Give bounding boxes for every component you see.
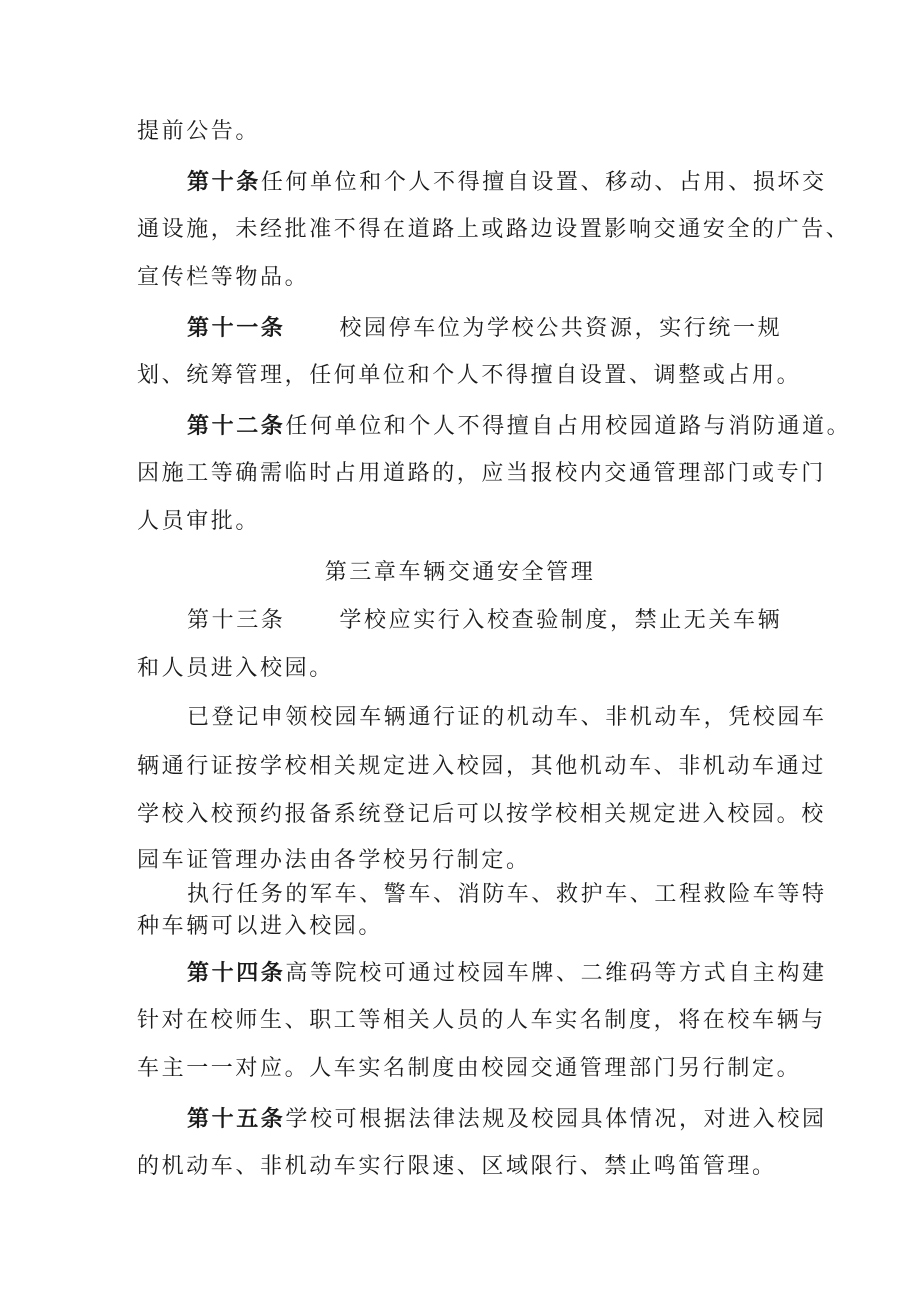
paragraph-line — [137, 1006, 826, 1036]
paragraph-line — [137, 800, 826, 830]
body-text: 学校可根据法律法规及校园具体情况，对进入校园 — [285, 1107, 827, 1132]
article-11-line — [187, 313, 782, 344]
body-text: 种车辆可以进入校园。 — [137, 914, 384, 939]
body-text: 划、统筹管理，任何单位和个人不得擅自设置、调整或占用。 — [137, 363, 802, 388]
paragraph-line — [187, 880, 827, 910]
paragraph-line — [137, 752, 826, 782]
body-text: 高等院校可通过校园车牌、二维码等方式自主构建 — [285, 961, 827, 986]
body-text: 宣传栏等物品。 — [137, 265, 310, 290]
article-number: 第十一条 — [187, 315, 286, 341]
paragraph-line — [137, 846, 531, 876]
paragraph-line — [137, 215, 850, 245]
article-15-line — [187, 1104, 827, 1135]
article-number: 第十五条 — [187, 1106, 286, 1132]
article-number: 第十二条 — [187, 413, 286, 439]
article-10-line — [187, 167, 827, 198]
paragraph-line — [137, 1152, 777, 1182]
body-text: 学校应实行入校查验制度，禁止无关车辆 — [339, 608, 783, 633]
paragraph-line — [137, 654, 334, 684]
body-text: 车主一一对应。人车实名制度由校园交通管理部门另行制定。 — [137, 1056, 802, 1081]
paragraph-line — [137, 117, 260, 147]
paragraph-line — [137, 263, 309, 293]
paragraph-line — [137, 507, 260, 537]
body-text: 人员审批。 — [137, 509, 261, 534]
body-text: 提前公告。 — [137, 119, 261, 144]
article-number: 第十三条 — [187, 608, 286, 633]
article-13-line — [187, 606, 782, 636]
article-number: 第十四条 — [187, 960, 286, 986]
paragraph-line — [137, 1054, 801, 1084]
chapter-heading-line — [0, 558, 920, 588]
body-text: 辆通行证按学校相关规定进入校园，其他机动车、非机动车通过 — [137, 754, 826, 779]
paragraph-line — [137, 912, 383, 942]
body-text: 已登记申领校园车辆通行证的机动车、非机动车，凭校园车 — [187, 705, 827, 730]
paragraph-line — [187, 703, 827, 733]
article-14-line — [187, 958, 827, 989]
article-12-line — [187, 411, 851, 442]
body-text: 和人员进入校园。 — [137, 656, 334, 681]
body-text: 校园停车位为学校公共资源，实行统一规 — [339, 316, 783, 341]
body-text: 任何单位和个人不得擅自设置、移动、占用、损坏交 — [260, 170, 827, 195]
body-text: 通设施，未经批准不得在道路上或路边设置影响交通安全的广告、 — [137, 217, 851, 242]
body-text: 的机动车、非机动车实行限速、区域限行、禁止鸣笛管理。 — [137, 1154, 777, 1179]
body-text: 园车证管理办法由各学校另行制定。 — [137, 848, 531, 873]
paragraph-line — [137, 361, 801, 391]
body-text: 因施工等确需临时占用道路的，应当报校内交通管理部门或专门 — [137, 461, 826, 486]
body-text: 学校入校预约报备系统登记后可以按学校相关规定进入校园。校 — [137, 802, 826, 827]
body-text: 针对在校师生、职工等相关人员的人车实名制度，将在校车辆与 — [137, 1008, 826, 1033]
paragraph-line — [137, 459, 826, 489]
article-number: 第十条 — [187, 169, 261, 195]
chapter-title: 第三章车辆交通安全管理 — [324, 560, 596, 585]
body-text: 任何单位和个人不得擅自占用校园道路与消防通道。 — [285, 414, 852, 439]
body-text: 执行任务的军车、警车、消防车、救护车、工程救险车等特 — [187, 882, 827, 907]
